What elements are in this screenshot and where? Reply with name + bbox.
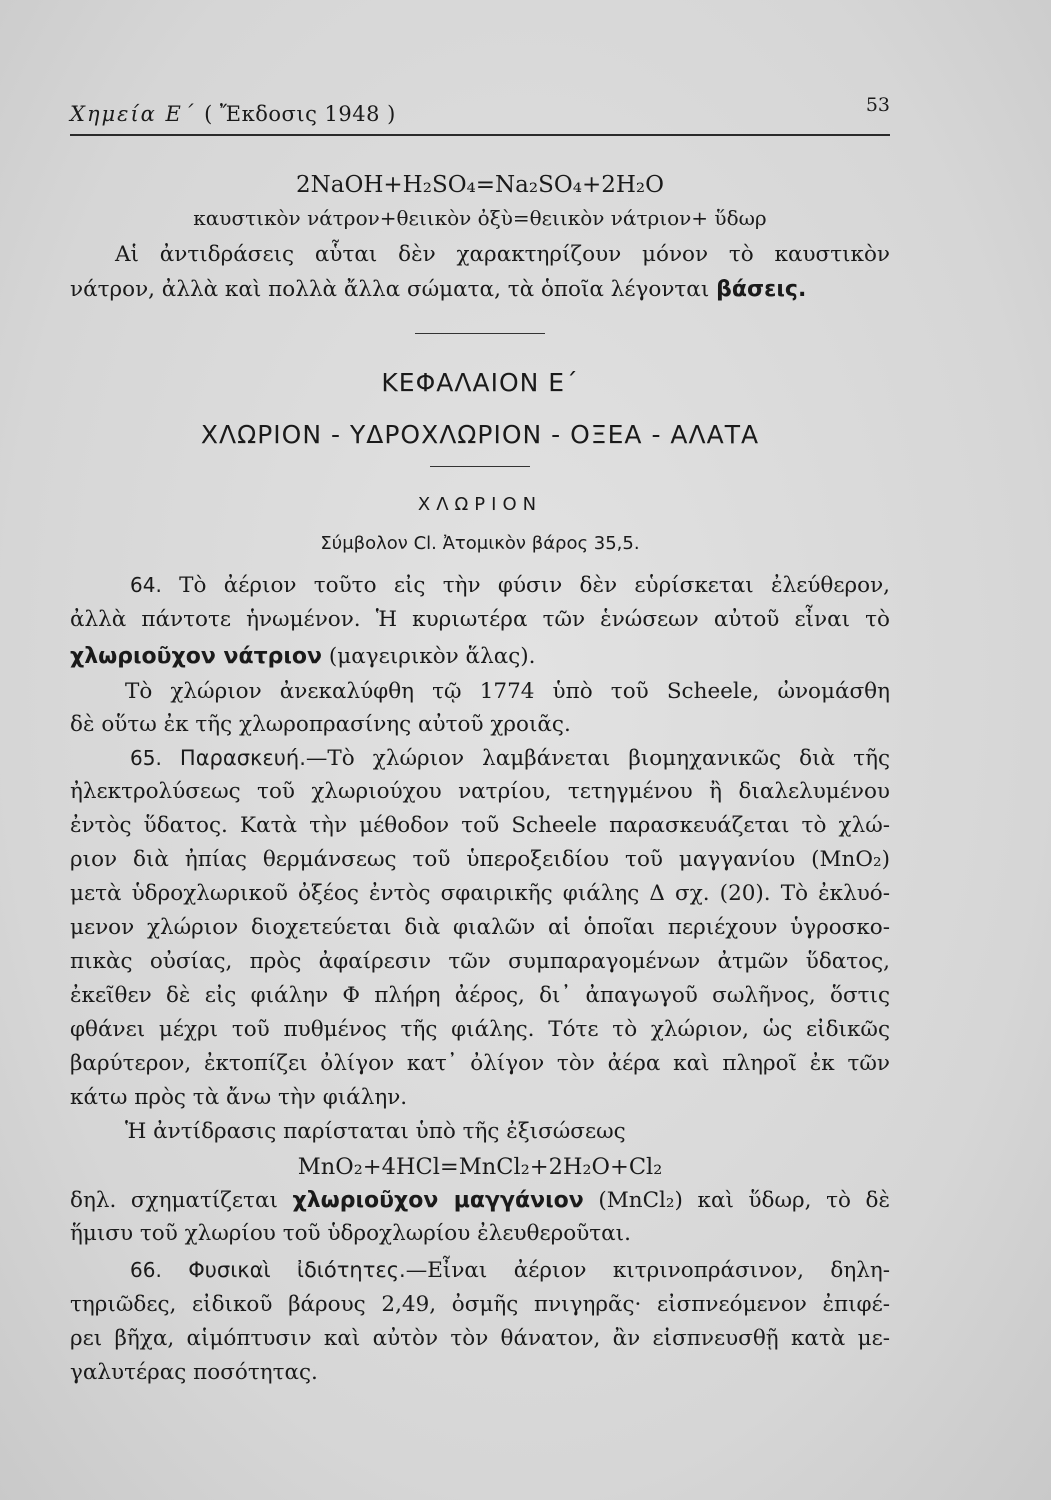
intro-equation-words: καυστικὸν νάτρον+θειικὸν ὀξὺ=θειικὸν νάτριον+ ὕδωρ [193,206,767,230]
para64-line-1: 64. Τὸ ἀέριον τοῦτο εἰς τὴν φύσιν δὲν εὑρίσκεται ἐλεύθερον, [130,573,890,598]
para64-line-5: δὲ οὕτω ἐκ τῆς χλωροπρασίνης αὐτοῦ χροιᾶς. [70,712,571,737]
para64-line-4: Τὸ χλώριον ἀνεκαλύφθη τῷ 1774 ὑπὸ τοῦ Scheele, ὠνομάσθη [125,679,890,704]
para65-line-14: ἥμισυ τοῦ χλωρίου τοῦ ὑδροχλωρίου ἐλευθεροῦται. [70,1221,631,1246]
para66-line-3: ρει βῆχα, αἱμόπτυσιν καὶ αὐτὸν τὸν θάνατον, ἂν εἰσπνευσθῇ κατὰ με- [70,1326,890,1351]
para65-line-10: βαρύτερον, ἐκτοπίζει ὀλίγον κατ᾽ ὀλίγον τὸν ἀέρα καὶ πληροῖ ἐκ τῶν [70,1051,890,1076]
para65-heading: Παρασκευή. [179,746,306,770]
para66-number: 66. [130,1258,162,1282]
para66-line-4: γαλυτέρας ποσότητας. [70,1360,318,1385]
header-title: Χημεία Ε΄ ( Ἔκδοσις 1948 ) [70,102,396,126]
para65-line-1: 65. Παρασκευή.—Τὸ χλώριον λαμβάνεται βιομηχανικῶς διὰ τῆς [130,746,890,771]
section-rule-1 [415,333,545,334]
para66-line-1: 66. Φυσικαὶ ἰδιότητες.—Εἶναι ἀέριον κιτρινοπράσινον, δηλη- [130,1258,890,1283]
intro-line-2: νάτρον, ἀλλὰ καὶ πολλὰ ἄλλα σώματα, τὰ ὁποῖα λέγονται βάσεις. [70,277,807,302]
para65-line-7: πικὰς οὐσίας, πρὸς ἀφαίρεσιν τῶν συμπαραγομένων ἀτμῶν ὕδατος, [70,949,890,974]
para65-line-11: κάτω πρὸς τὰ ἄνω τὴν φιάλην. [70,1085,408,1110]
para64-line-2: ἀλλὰ πάντοτε ἡνωμένον. Ἡ κυριωτέρα τῶν ἑνώσεων αὐτοῦ εἶναι τὸ [70,607,890,632]
chapter-label: ΚΕΦΑΛΑΙΟΝ Ε΄ [381,368,579,397]
intro-line-1: Αἱ ἀντιδράσεις αὗται δὲν χαρακτηρίζουν μόνον τὸ καυστικὸν [115,242,890,267]
para65-line-5: μετὰ ὑδροχλωρικοῦ ὀξέος ἐντὸς σφαιρικῆς φιάλης Δ σχ. (20). Τὸ ἐκλυό- [70,881,890,906]
section-rule-2 [430,466,530,467]
para65-line-9: φθάνει μέχρι τοῦ πυθμένος τῆς φιάλης. Τότε τὸ χλώριον, ὡς εἰδικῶς [70,1017,890,1042]
header-edition: ( Ἔκδοσις 1948 ) [204,102,396,126]
intro-bases-term: βάσεις. [716,277,807,302]
running-header [70,94,890,136]
para65-manganese-term: χλωριοῦχον μαγγάνιον [292,1188,584,1213]
para65-equation: MnO₂+4HCl=MnCl₂+2H₂O+Cl₂ [297,1154,663,1180]
para65-line-6: μενον χλώριον διοχετεύεται διὰ φιαλῶν αἱ ὁποῖαι περιέχουν ὑγροσκο- [70,915,890,940]
para65-line-13: δηλ. σχηματίζεται χλωριοῦχον μαγγάνιον (MnCl₂) καὶ ὕδωρ, τὸ δὲ [70,1188,890,1213]
section-subtitle: ΧΛΩΡΙΟΝ [417,494,543,515]
para66-line-2: τηριῶδες, εἰδικοῦ βάρους 2,49, ὀσμῆς πνιγηρᾶς· εἰσπνεόμενον ἐπιφέ- [70,1292,890,1317]
para64-number: 64. [130,573,162,597]
para65-line-2: ἠλεκτρολύσεως τοῦ χλωριούχου νατρίου, τετηγμένου ἢ διαλελυμένου [70,779,890,804]
para65-line-4: ριον διὰ ἠπίας θερμάνσεως τοῦ ὑπεροξειδίου τοῦ μαγγανίου (MnO₂) [70,847,890,872]
page-number: 53 [865,94,890,116]
intro-equation: 2NaOH+H₂SO₄=Na₂SO₄+2H₂O [296,172,664,198]
para66-heading: Φυσικαὶ ἰδιότητες. [188,1258,406,1282]
para65-line-8: ἐκεῖθεν δὲ εἰς φιάλην Φ πλήρη ἀέρος, δι᾽ ἀπαγωγοῦ σωλῆνος, ὅστις [70,983,890,1008]
symbol-line: Σύμβολον Cl. Ἀτομικὸν βάρος 35,5. [320,533,640,554]
para64-line-3: χλωριοῦχον νάτριον (μαγειρικὸν ἅλας). [70,644,536,669]
para65-number: 65. [130,746,162,770]
para65-line-12: Ἡ ἀντίδρασις παρίσταται ὑπὸ τῆς ἐξισώσεως [125,1119,626,1144]
para65-line-3: ἐντὸς ὕδατος. Κατὰ τὴν μέθοδον τοῦ Scheele παρασκευάζεται τὸ χλώ- [70,813,890,838]
chapter-title: ΧΛΩΡΙΟΝ - ΥΔΡΟΧΛΩΡΙΟΝ - ΟΞΕΑ - ΑΛΑΤΑ [200,420,760,449]
para64-salt-term: χλωριοῦχον νάτριον [70,644,323,669]
